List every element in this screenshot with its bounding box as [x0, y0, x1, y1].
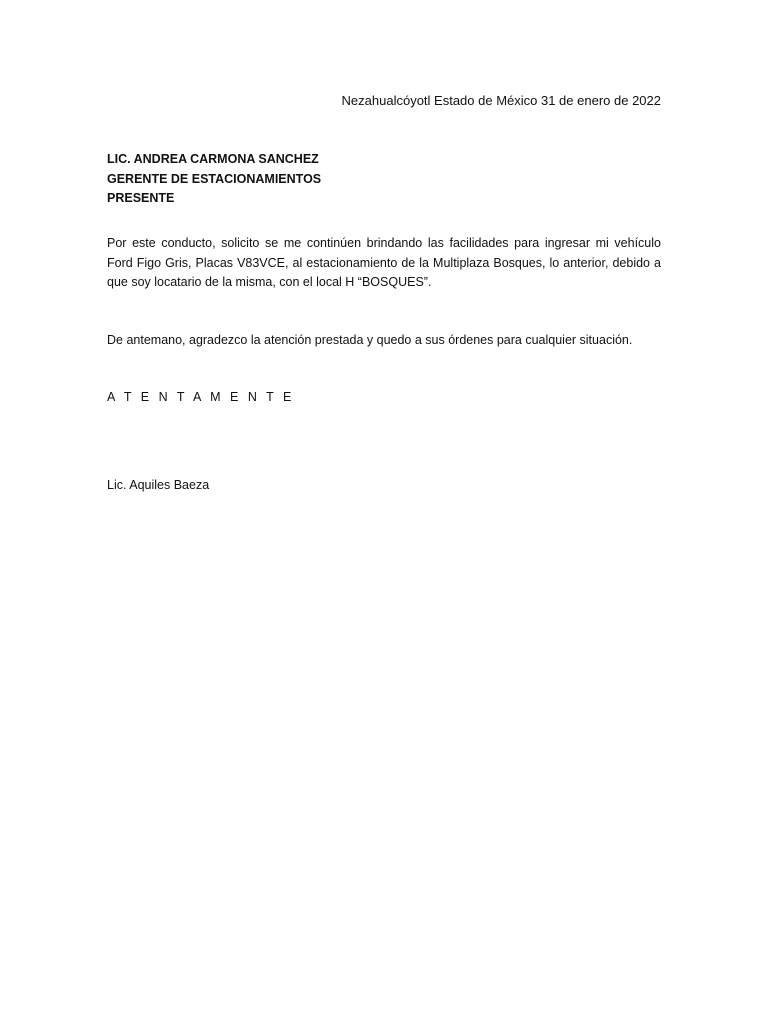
recipient-salutation: PRESENTE: [107, 191, 175, 205]
body-paragraph-request: Por este conducto, solicito se me continúen brindando las facilidades para ingresar mi vehículo Ford Figo Gris, Placas V83VCE, al estacionamiento de la Multiplaza Bosques, lo anterior, debido a que soy locatario de la misma, con el local H “BOSQUES”.: [107, 236, 661, 289]
recipient-title: GERENTE DE ESTACIONAMIENTOS: [107, 171, 322, 186]
recipient-name: LIC. ANDREA CARMONA SANCHEZ: [107, 152, 319, 166]
date-line: Nezahualcóyotl Estado de México 31 de enero de 2022: [341, 93, 661, 108]
body-paragraph-thanks: De antemano, agradezco la atención prestada y quedo a sus órdenes para cualquier situación.: [107, 333, 633, 347]
recipient-block: [107, 150, 321, 209]
signature-name: Lic. Aquiles Baeza: [107, 478, 210, 492]
closing-phrase: A T E N T A M E N T E: [107, 390, 295, 404]
